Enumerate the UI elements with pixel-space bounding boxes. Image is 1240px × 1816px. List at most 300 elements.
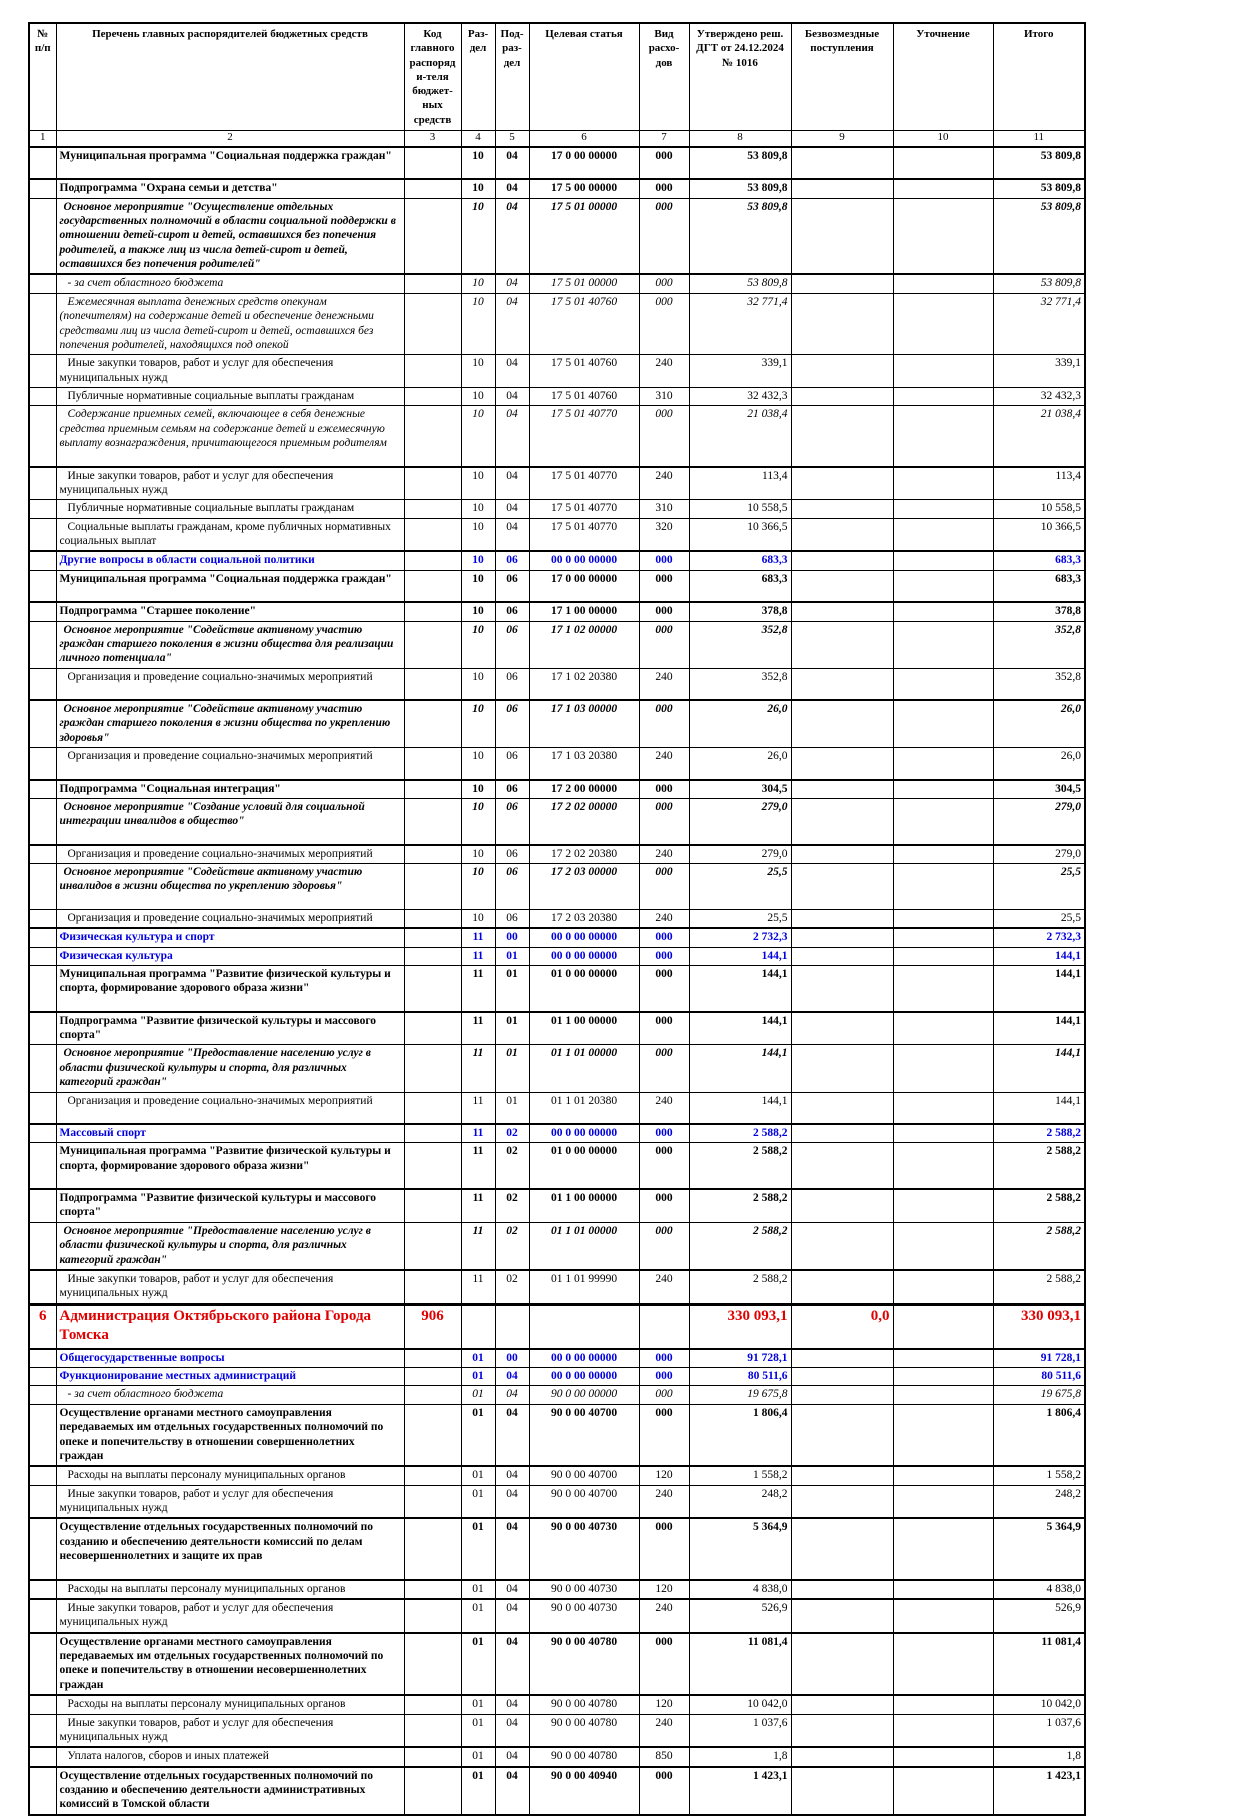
cell-podrazdel: 04 [495,467,529,500]
cell-total: 32 432,3 [993,388,1085,406]
cell-razdel: 10 [461,700,495,748]
cell-name: Иные закупки товаров, работ и услуг для обеспечения муниципальных нужд [56,467,404,500]
cell-target-article: 01 0 00 00000 [529,965,639,1011]
table-row [29,798,1085,844]
cell-total: 330 093,1 [993,1304,1085,1349]
cell-num [29,700,56,748]
cell-expense-type: 000 [639,1045,689,1092]
cell-gratuitous [791,467,893,500]
cell-razdel: 11 [461,1045,495,1092]
cell-num [29,406,56,467]
cell-num [29,1767,56,1815]
cell-expense-type: 000 [639,1518,689,1579]
cell-razdel: 11 [461,1143,495,1189]
cell-razdel: 10 [461,518,495,551]
header-row [29,23,1085,131]
table-row [29,1466,1085,1485]
cell-podrazdel: 04 [495,1404,529,1466]
cell-code [404,1767,461,1815]
cell-name: Расходы на выплаты персоналу муниципальных органов [56,1695,404,1714]
cell-expense-type: 000 [639,1633,689,1696]
col-number: 7 [639,131,689,147]
cell-code [404,621,461,668]
cell-target-article: 17 5 01 40760 [529,355,639,388]
cell-approved: 10 366,5 [689,518,791,551]
col-number: 2 [56,131,404,147]
cell-expense-type: 240 [639,748,689,780]
cell-razdel: 11 [461,1012,495,1045]
cell-razdel: 10 [461,602,495,621]
table-body [29,147,1085,1815]
cell-razdel: 10 [461,909,495,928]
table-row [29,467,1085,500]
cell-name: Основное мероприятие "Создание условий для социальной интеграции инвалидов в общество" [56,798,404,844]
cell-approved: 683,3 [689,551,791,570]
cell-gratuitous [791,1124,893,1143]
cell-podrazdel: 04 [495,355,529,388]
cell-approved: 304,5 [689,780,791,799]
cell-adjustment [893,798,993,844]
table-row [29,518,1085,551]
cell-name: Организация и проведение социально-значимых мероприятий [56,668,404,700]
cell-podrazdel: 04 [495,293,529,355]
cell-podrazdel: 01 [495,965,529,1011]
table-row [29,1695,1085,1714]
cell-approved: 2 588,2 [689,1143,791,1189]
cell-adjustment [893,1404,993,1466]
cell-razdel: 10 [461,406,495,467]
cell-expense-type: 000 [639,1189,689,1222]
cell-podrazdel: 02 [495,1222,529,1270]
cell-name: Расходы на выплаты персоналу муниципальных органов [56,1580,404,1599]
cell-code: 906 [404,1304,461,1349]
cell-gratuitous [791,293,893,355]
cell-gratuitous: 0,0 [791,1304,893,1349]
cell-adjustment [893,1518,993,1579]
cell-podrazdel: 04 [495,274,529,293]
cell-target-article: 17 5 01 00000 [529,198,639,274]
cell-adjustment [893,1599,993,1633]
cell-num [29,1189,56,1222]
cell-target-article: 00 0 00 00000 [529,928,639,947]
cell-expense-type: 240 [639,845,689,864]
header-gratuitous: Безвозмездные поступления [791,23,893,131]
cell-gratuitous [791,1747,893,1766]
cell-code [404,864,461,910]
cell-total: 32 771,4 [993,293,1085,355]
cell-approved: 25,5 [689,864,791,910]
cell-num [29,1714,56,1747]
table-row [29,1404,1085,1466]
cell-gratuitous [791,1695,893,1714]
cell-name: Основное мероприятие "Содействие активному участию граждан старшего поколения в жизни общества по укреплению здоровья" [56,700,404,748]
cell-name: Муниципальная программа "Социальная поддержка граждан" [56,570,404,602]
header-expense-type: Вид расхо-дов [639,23,689,131]
table-row [29,780,1085,799]
cell-razdel: 10 [461,467,495,500]
cell-num [29,798,56,844]
cell-expense-type: 000 [639,1012,689,1045]
cell-target-article: 17 0 00 00000 [529,570,639,602]
cell-podrazdel: 06 [495,864,529,910]
table-row [29,1633,1085,1696]
table-row [29,1045,1085,1092]
cell-podrazdel: 01 [495,947,529,965]
header-total: Итого [993,23,1085,131]
cell-podrazdel: 00 [495,1349,529,1368]
cell-gratuitous [791,700,893,748]
cell-expense-type: 240 [639,1485,689,1518]
cell-gratuitous [791,1404,893,1466]
cell-code [404,500,461,518]
cell-expense-type: 000 [639,700,689,748]
cell-adjustment [893,1270,993,1304]
cell-approved: 1 806,4 [689,1404,791,1466]
cell-num [29,1270,56,1304]
cell-razdel: 10 [461,355,495,388]
cell-code [404,518,461,551]
cell-total: 2 588,2 [993,1222,1085,1270]
cell-podrazdel: 04 [495,179,529,198]
cell-adjustment [893,845,993,864]
table-row [29,602,1085,621]
cell-name: Физическая культура и спорт [56,928,404,947]
cell-approved: 32 771,4 [689,293,791,355]
cell-total: 26,0 [993,700,1085,748]
cell-adjustment [893,570,993,602]
cell-target-article: 17 2 00 00000 [529,780,639,799]
cell-name: Организация и проведение социально-значимых мероприятий [56,1092,404,1124]
cell-razdel: 11 [461,1222,495,1270]
cell-num [29,845,56,864]
cell-total: 10 366,5 [993,518,1085,551]
cell-podrazdel: 06 [495,845,529,864]
cell-target-article: 90 0 00 40780 [529,1714,639,1747]
cell-gratuitous [791,1767,893,1815]
cell-gratuitous [791,965,893,1011]
cell-razdel: 01 [461,1349,495,1368]
cell-approved: 352,8 [689,621,791,668]
cell-razdel: 11 [461,928,495,947]
header-adjustment: Уточнение [893,23,993,131]
cell-name: Организация и проведение социально-значимых мероприятий [56,748,404,780]
cell-target-article: 17 2 03 00000 [529,864,639,910]
cell-razdel: 01 [461,1580,495,1599]
cell-name: - за счет областного бюджета [56,1386,404,1404]
cell-razdel: 10 [461,551,495,570]
cell-razdel: 10 [461,668,495,700]
cell-adjustment [893,1012,993,1045]
cell-podrazdel: 00 [495,928,529,947]
cell-code [404,748,461,780]
cell-total: 144,1 [993,1045,1085,1092]
cell-code [404,909,461,928]
cell-num [29,1485,56,1518]
cell-total: 25,5 [993,909,1085,928]
cell-total: 91 728,1 [993,1349,1085,1368]
cell-code [404,551,461,570]
cell-podrazdel: 04 [495,147,529,179]
cell-podrazdel: 04 [495,1386,529,1404]
cell-approved: 144,1 [689,965,791,1011]
cell-adjustment [893,179,993,198]
cell-razdel: 01 [461,1368,495,1386]
cell-name: Подпрограмма "Старшее поколение" [56,602,404,621]
cell-code [404,1485,461,1518]
table-row [29,388,1085,406]
cell-approved: 4 838,0 [689,1580,791,1599]
cell-podrazdel: 06 [495,551,529,570]
cell-total: 26,0 [993,748,1085,780]
cell-target-article: 17 5 00 00000 [529,179,639,198]
cell-adjustment [893,1466,993,1485]
cell-target-article: 01 1 01 20380 [529,1092,639,1124]
header-code: Код главного распоряди-теля бюджет-ных средств [404,23,461,131]
cell-razdel: 10 [461,388,495,406]
cell-num [29,147,56,179]
cell-name: Публичные нормативные социальные выплаты гражданам [56,500,404,518]
budget-table [28,22,1086,1816]
cell-total: 1 037,6 [993,1714,1085,1747]
cell-gratuitous [791,1012,893,1045]
cell-podrazdel: 06 [495,748,529,780]
table-row [29,1270,1085,1304]
table-row [29,1599,1085,1633]
cell-approved: 2 588,2 [689,1124,791,1143]
table-row [29,1386,1085,1404]
cell-num [29,1368,56,1386]
cell-razdel: 01 [461,1714,495,1747]
cell-adjustment [893,467,993,500]
cell-num [29,500,56,518]
cell-podrazdel: 04 [495,1633,529,1696]
cell-expense-type: 000 [639,1124,689,1143]
cell-code [404,928,461,947]
cell-total: 5 364,9 [993,1518,1085,1579]
cell-adjustment [893,780,993,799]
cell-name: Публичные нормативные социальные выплаты гражданам [56,388,404,406]
cell-target-article: 17 1 02 20380 [529,668,639,700]
cell-num [29,864,56,910]
cell-num [29,1747,56,1766]
cell-adjustment [893,1124,993,1143]
cell-approved: 1,8 [689,1747,791,1766]
cell-gratuitous [791,1045,893,1092]
cell-code [404,1633,461,1696]
cell-target-article: 17 2 03 20380 [529,909,639,928]
cell-adjustment [893,1368,993,1386]
cell-podrazdel: 04 [495,518,529,551]
cell-razdel: 10 [461,293,495,355]
cell-podrazdel: 04 [495,198,529,274]
cell-podrazdel: 06 [495,602,529,621]
cell-code [404,1045,461,1092]
cell-num [29,1518,56,1579]
cell-target-article: 01 1 00 00000 [529,1189,639,1222]
cell-target-article: 00 0 00 00000 [529,947,639,965]
cell-podrazdel: 01 [495,1045,529,1092]
cell-code [404,1404,461,1466]
cell-code [404,700,461,748]
cell-num [29,947,56,965]
cell-approved: 113,4 [689,467,791,500]
cell-name: Осуществление органами местного самоуправления передаваемых им отдельных государственных полномочий по опеке и попечительству в отношении совершеннолетних граждан [56,1404,404,1466]
header-razdel: Раз-дел [461,23,495,131]
cell-razdel: 10 [461,845,495,864]
cell-total: 339,1 [993,355,1085,388]
cell-target-article: 90 0 00 00000 [529,1386,639,1404]
cell-gratuitous [791,355,893,388]
cell-code [404,1599,461,1633]
cell-gratuitous [791,198,893,274]
cell-expense-type: 850 [639,1747,689,1766]
cell-num [29,1349,56,1368]
cell-num [29,570,56,602]
cell-razdel: 10 [461,147,495,179]
cell-expense-type: 000 [639,198,689,274]
cell-gratuitous [791,1580,893,1599]
table-row [29,864,1085,910]
cell-num [29,780,56,799]
table-row [29,406,1085,467]
table-row [29,293,1085,355]
cell-gratuitous [791,1466,893,1485]
cell-num [29,928,56,947]
cell-podrazdel: 04 [495,1466,529,1485]
table-row [29,1767,1085,1815]
cell-razdel: 10 [461,780,495,799]
cell-adjustment [893,1143,993,1189]
cell-razdel: 11 [461,1189,495,1222]
cell-adjustment [893,500,993,518]
cell-num [29,602,56,621]
cell-razdel: 11 [461,1092,495,1124]
table-row [29,1012,1085,1045]
cell-gratuitous [791,1143,893,1189]
cell-podrazdel: 04 [495,1767,529,1815]
cell-razdel: 10 [461,798,495,844]
cell-razdel: 01 [461,1633,495,1696]
table-row [29,1092,1085,1124]
cell-code [404,274,461,293]
cell-razdel: 01 [461,1767,495,1815]
cell-gratuitous [791,602,893,621]
cell-target-article: 90 0 00 40730 [529,1599,639,1633]
cell-name: Основное мероприятие "Содействие активному участию граждан старшего поколения в жизни общества для реализации личного потенциала" [56,621,404,668]
cell-name: Содержание приемных семей, включающее в себя денежные средства приемным семьям на содержание детей и ежемесячную выплату вознаграждения, причитающегося приемным родителям [56,406,404,467]
cell-target-article: 01 1 00 00000 [529,1012,639,1045]
cell-gratuitous [791,748,893,780]
cell-name: Иные закупки товаров, работ и услуг для обеспечения муниципальных нужд [56,1714,404,1747]
cell-adjustment [893,965,993,1011]
cell-code [404,602,461,621]
header-num: № п/п [29,23,56,131]
cell-name: Уплата налогов, сборов и иных платежей [56,1747,404,1766]
cell-adjustment [893,1580,993,1599]
cell-total: 526,9 [993,1599,1085,1633]
table-row [29,1124,1085,1143]
cell-total: 352,8 [993,668,1085,700]
cell-name: Массовый спорт [56,1124,404,1143]
cell-name: Основное мероприятие "Предоставление населению услуг в области физической культуры и спорта, для различных категорий граждан" [56,1045,404,1092]
cell-expense-type: 240 [639,1714,689,1747]
cell-razdel: 01 [461,1695,495,1714]
cell-approved: 53 809,8 [689,198,791,274]
cell-podrazdel: 04 [495,406,529,467]
col-number: 8 [689,131,791,147]
cell-razdel: 11 [461,965,495,1011]
cell-target-article: 17 5 01 40770 [529,500,639,518]
cell-code [404,1580,461,1599]
cell-total: 2 588,2 [993,1270,1085,1304]
cell-expense-type: 120 [639,1580,689,1599]
cell-num [29,1386,56,1404]
cell-approved: 339,1 [689,355,791,388]
cell-num [29,1143,56,1189]
cell-total: 11 081,4 [993,1633,1085,1696]
cell-num [29,1599,56,1633]
cell-razdel: 01 [461,1518,495,1579]
table-row [29,147,1085,179]
cell-adjustment [893,1189,993,1222]
cell-podrazdel: 06 [495,621,529,668]
cell-podrazdel: 01 [495,1092,529,1124]
cell-expense-type: 240 [639,1092,689,1124]
cell-podrazdel: 04 [495,500,529,518]
cell-adjustment [893,1092,993,1124]
cell-razdel: 01 [461,1599,495,1633]
cell-expense-type: 000 [639,179,689,198]
table-row [29,845,1085,864]
cell-razdel [461,1304,495,1349]
cell-podrazdel: 04 [495,1747,529,1766]
cell-target-article: 90 0 00 40730 [529,1518,639,1579]
cell-expense-type: 240 [639,668,689,700]
cell-target-article: 90 0 00 40730 [529,1580,639,1599]
cell-approved: 526,9 [689,1599,791,1633]
cell-num [29,518,56,551]
cell-name: Иные закупки товаров, работ и услуг для обеспечения муниципальных нужд [56,1270,404,1304]
cell-podrazdel: 04 [495,1368,529,1386]
header-approved: Утверждено реш. ДГТ от 24.12.2024 № 1016 [689,23,791,131]
cell-code [404,179,461,198]
cell-adjustment [893,406,993,467]
cell-target-article [529,1304,639,1349]
cell-total: 144,1 [993,947,1085,965]
cell-num: 6 [29,1304,56,1349]
cell-name: - за счет областного бюджета [56,274,404,293]
cell-expense-type: 000 [639,1404,689,1466]
cell-total: 304,5 [993,780,1085,799]
cell-code [404,1695,461,1714]
cell-adjustment [893,1695,993,1714]
cell-expense-type: 000 [639,1368,689,1386]
cell-code [404,1368,461,1386]
cell-name: Основное мероприятие "Предоставление населению услуг в области физической культуры и спорта, для различных категорий граждан" [56,1222,404,1270]
cell-razdel: 10 [461,621,495,668]
table-row [29,179,1085,198]
cell-razdel: 11 [461,947,495,965]
cell-num [29,621,56,668]
table-row [29,500,1085,518]
cell-num [29,1404,56,1466]
cell-name: Организация и проведение социально-значимых мероприятий [56,845,404,864]
table-row [29,355,1085,388]
cell-adjustment [893,355,993,388]
cell-gratuitous [791,1599,893,1633]
cell-total: 1 558,2 [993,1466,1085,1485]
cell-approved: 352,8 [689,668,791,700]
